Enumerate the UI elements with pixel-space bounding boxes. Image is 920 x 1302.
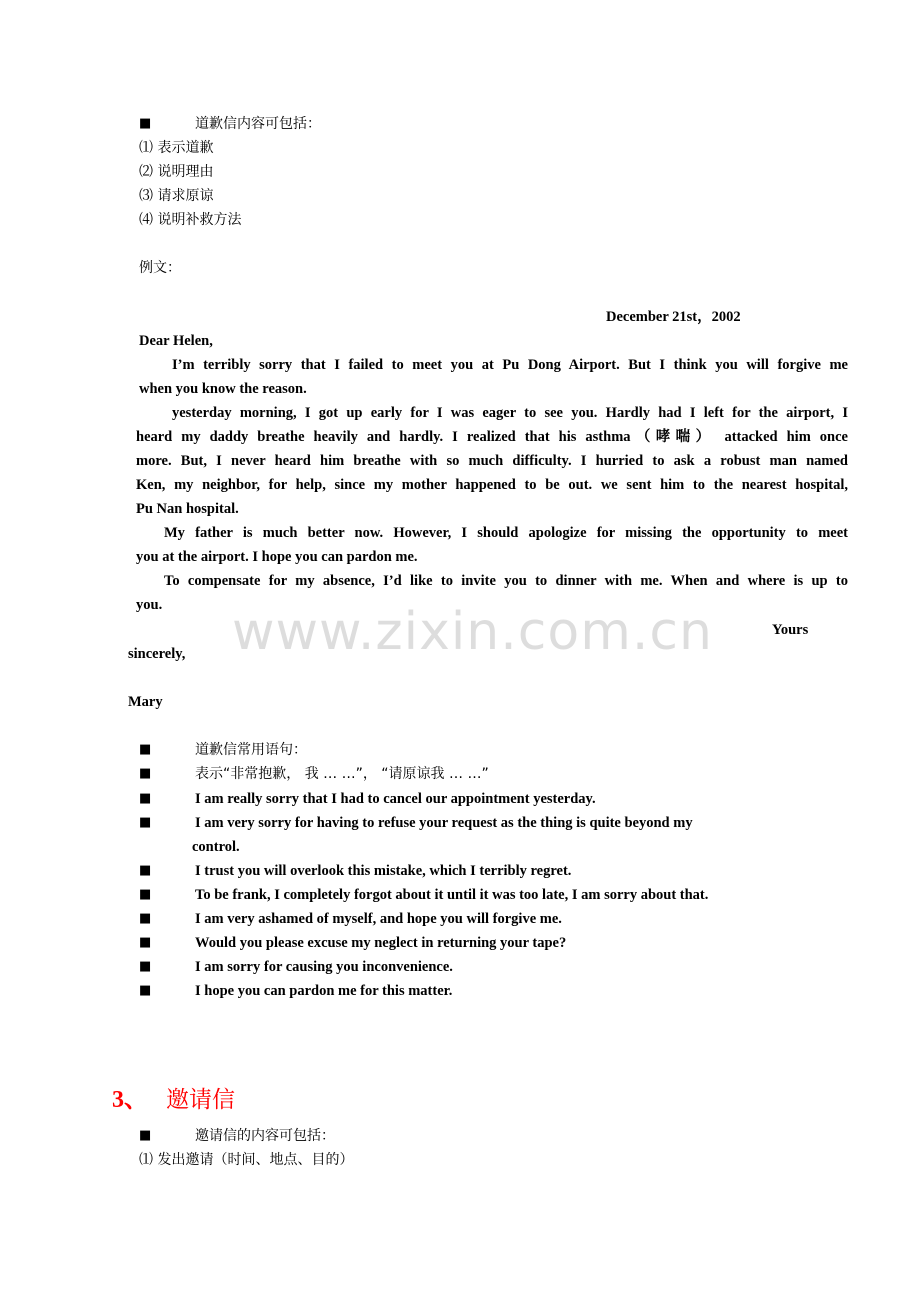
section-title: 邀请信 xyxy=(166,1087,235,1113)
section-number: 3、 xyxy=(112,1087,148,1113)
bullet-icon: ■ xyxy=(139,815,152,830)
letter-date: December 21st，2002 xyxy=(606,309,741,325)
invitation-item-1: ⑴ 发出邀请（时间、地点、目的） xyxy=(139,1152,354,1168)
letter-closing-yours: Yours xyxy=(772,622,809,638)
phrase-item-3-continued: control. xyxy=(192,839,240,855)
apology-item-3: ⑶ 请求原谅 xyxy=(139,188,214,204)
apology-content-heading: 道歉信内容可包括： xyxy=(195,116,321,132)
letter-paragraph-4-line-2: you. xyxy=(136,597,163,613)
bullet-icon: ■ xyxy=(139,911,152,926)
watermark: www.zixin.com.cn xyxy=(232,602,713,662)
phrase-item-4: I trust you will overlook this mistake, which I terribly regret. xyxy=(195,863,572,879)
bullet-icon: ■ xyxy=(139,116,152,131)
phrase-item-9: I hope you can pardon me for this matter. xyxy=(195,983,453,999)
letter-closing-sincerely: sincerely, xyxy=(128,646,186,662)
bullet-icon: ■ xyxy=(139,935,152,950)
bullet-icon: ■ xyxy=(139,742,152,757)
letter-paragraph-1-line-2: when you know the reason. xyxy=(139,381,307,397)
letter-paragraph-2-line-2: heard my daddy breathe heavily and hardly. I realized that his asthma（哮喘） attacked him once xyxy=(136,429,848,445)
apology-item-2: ⑵ 说明理由 xyxy=(139,164,214,180)
bullet-icon: ■ xyxy=(139,887,152,902)
example-label: 例文： xyxy=(139,260,181,276)
letter-paragraph-3-line-2: you at the airport. I hope you can pardon me. xyxy=(136,549,418,565)
phrase-item-8: I am sorry for causing you inconvenience. xyxy=(195,959,453,975)
phrase-item-5: To be frank, I completely forgot about it until it was too late, I am sorry about that. xyxy=(195,887,709,903)
section-heading-invitation xyxy=(112,1085,235,1115)
phrase-item-1: 表示“非常抱歉， 我 … …”， “请原谅我 … …” xyxy=(195,766,489,782)
letter-salutation: Dear Helen, xyxy=(139,333,213,349)
bullet-icon: ■ xyxy=(139,983,152,998)
bullet-icon: ■ xyxy=(139,863,152,878)
letter-paragraph-2-line-1: yesterday morning, I got up early for I was eager to see you. Hardly had I left for the airport, I xyxy=(172,405,848,421)
phrase-item-6: I am very ashamed of myself, and hope you will forgive me. xyxy=(195,911,562,927)
letter-paragraph-2-line-3: more. But, I never heard him breathe with so much difficulty. I hurried to ask a robust man named xyxy=(136,453,848,469)
letter-signature: Mary xyxy=(128,694,163,710)
letter-paragraph-1-line-1: I’m terribly sorry that I failed to meet you at Pu Dong Airport. But I think you will forgive me xyxy=(172,357,848,373)
phrase-item-2: I am really sorry that I had to cancel our appointment yesterday. xyxy=(195,791,596,807)
letter-paragraph-2-line-4: Ken, my neighbor, for help, since my mother happened to be out. we sent him to the nearest hospital, xyxy=(136,477,848,493)
apology-item-1: ⑴ 表示道歉 xyxy=(139,140,214,156)
bullet-icon: ■ xyxy=(139,766,152,781)
phrase-item-3: I am very sorry for having to refuse your request as the thing is quite beyond my xyxy=(195,815,693,831)
invitation-content-heading: 邀请信的内容可包括： xyxy=(195,1128,335,1144)
phrase-item-7: Would you please excuse my neglect in returning your tape? xyxy=(195,935,567,951)
phrases-heading: 道歉信常用语句： xyxy=(195,742,307,758)
letter-paragraph-4-line-1: To compensate for my absence, I’d like to invite you to dinner with me. When and where is up to xyxy=(164,573,848,589)
bullet-icon: ■ xyxy=(139,1128,152,1143)
letter-paragraph-2-line-5: Pu Nan hospital. xyxy=(136,501,239,517)
bullet-icon: ■ xyxy=(139,959,152,974)
apology-item-4: ⑷ 说明补救方法 xyxy=(139,212,242,228)
letter-paragraph-3-line-1: My father is much better now. However, I should apologize for missing the opportunity to meet xyxy=(164,525,848,541)
bullet-icon: ■ xyxy=(139,791,152,806)
